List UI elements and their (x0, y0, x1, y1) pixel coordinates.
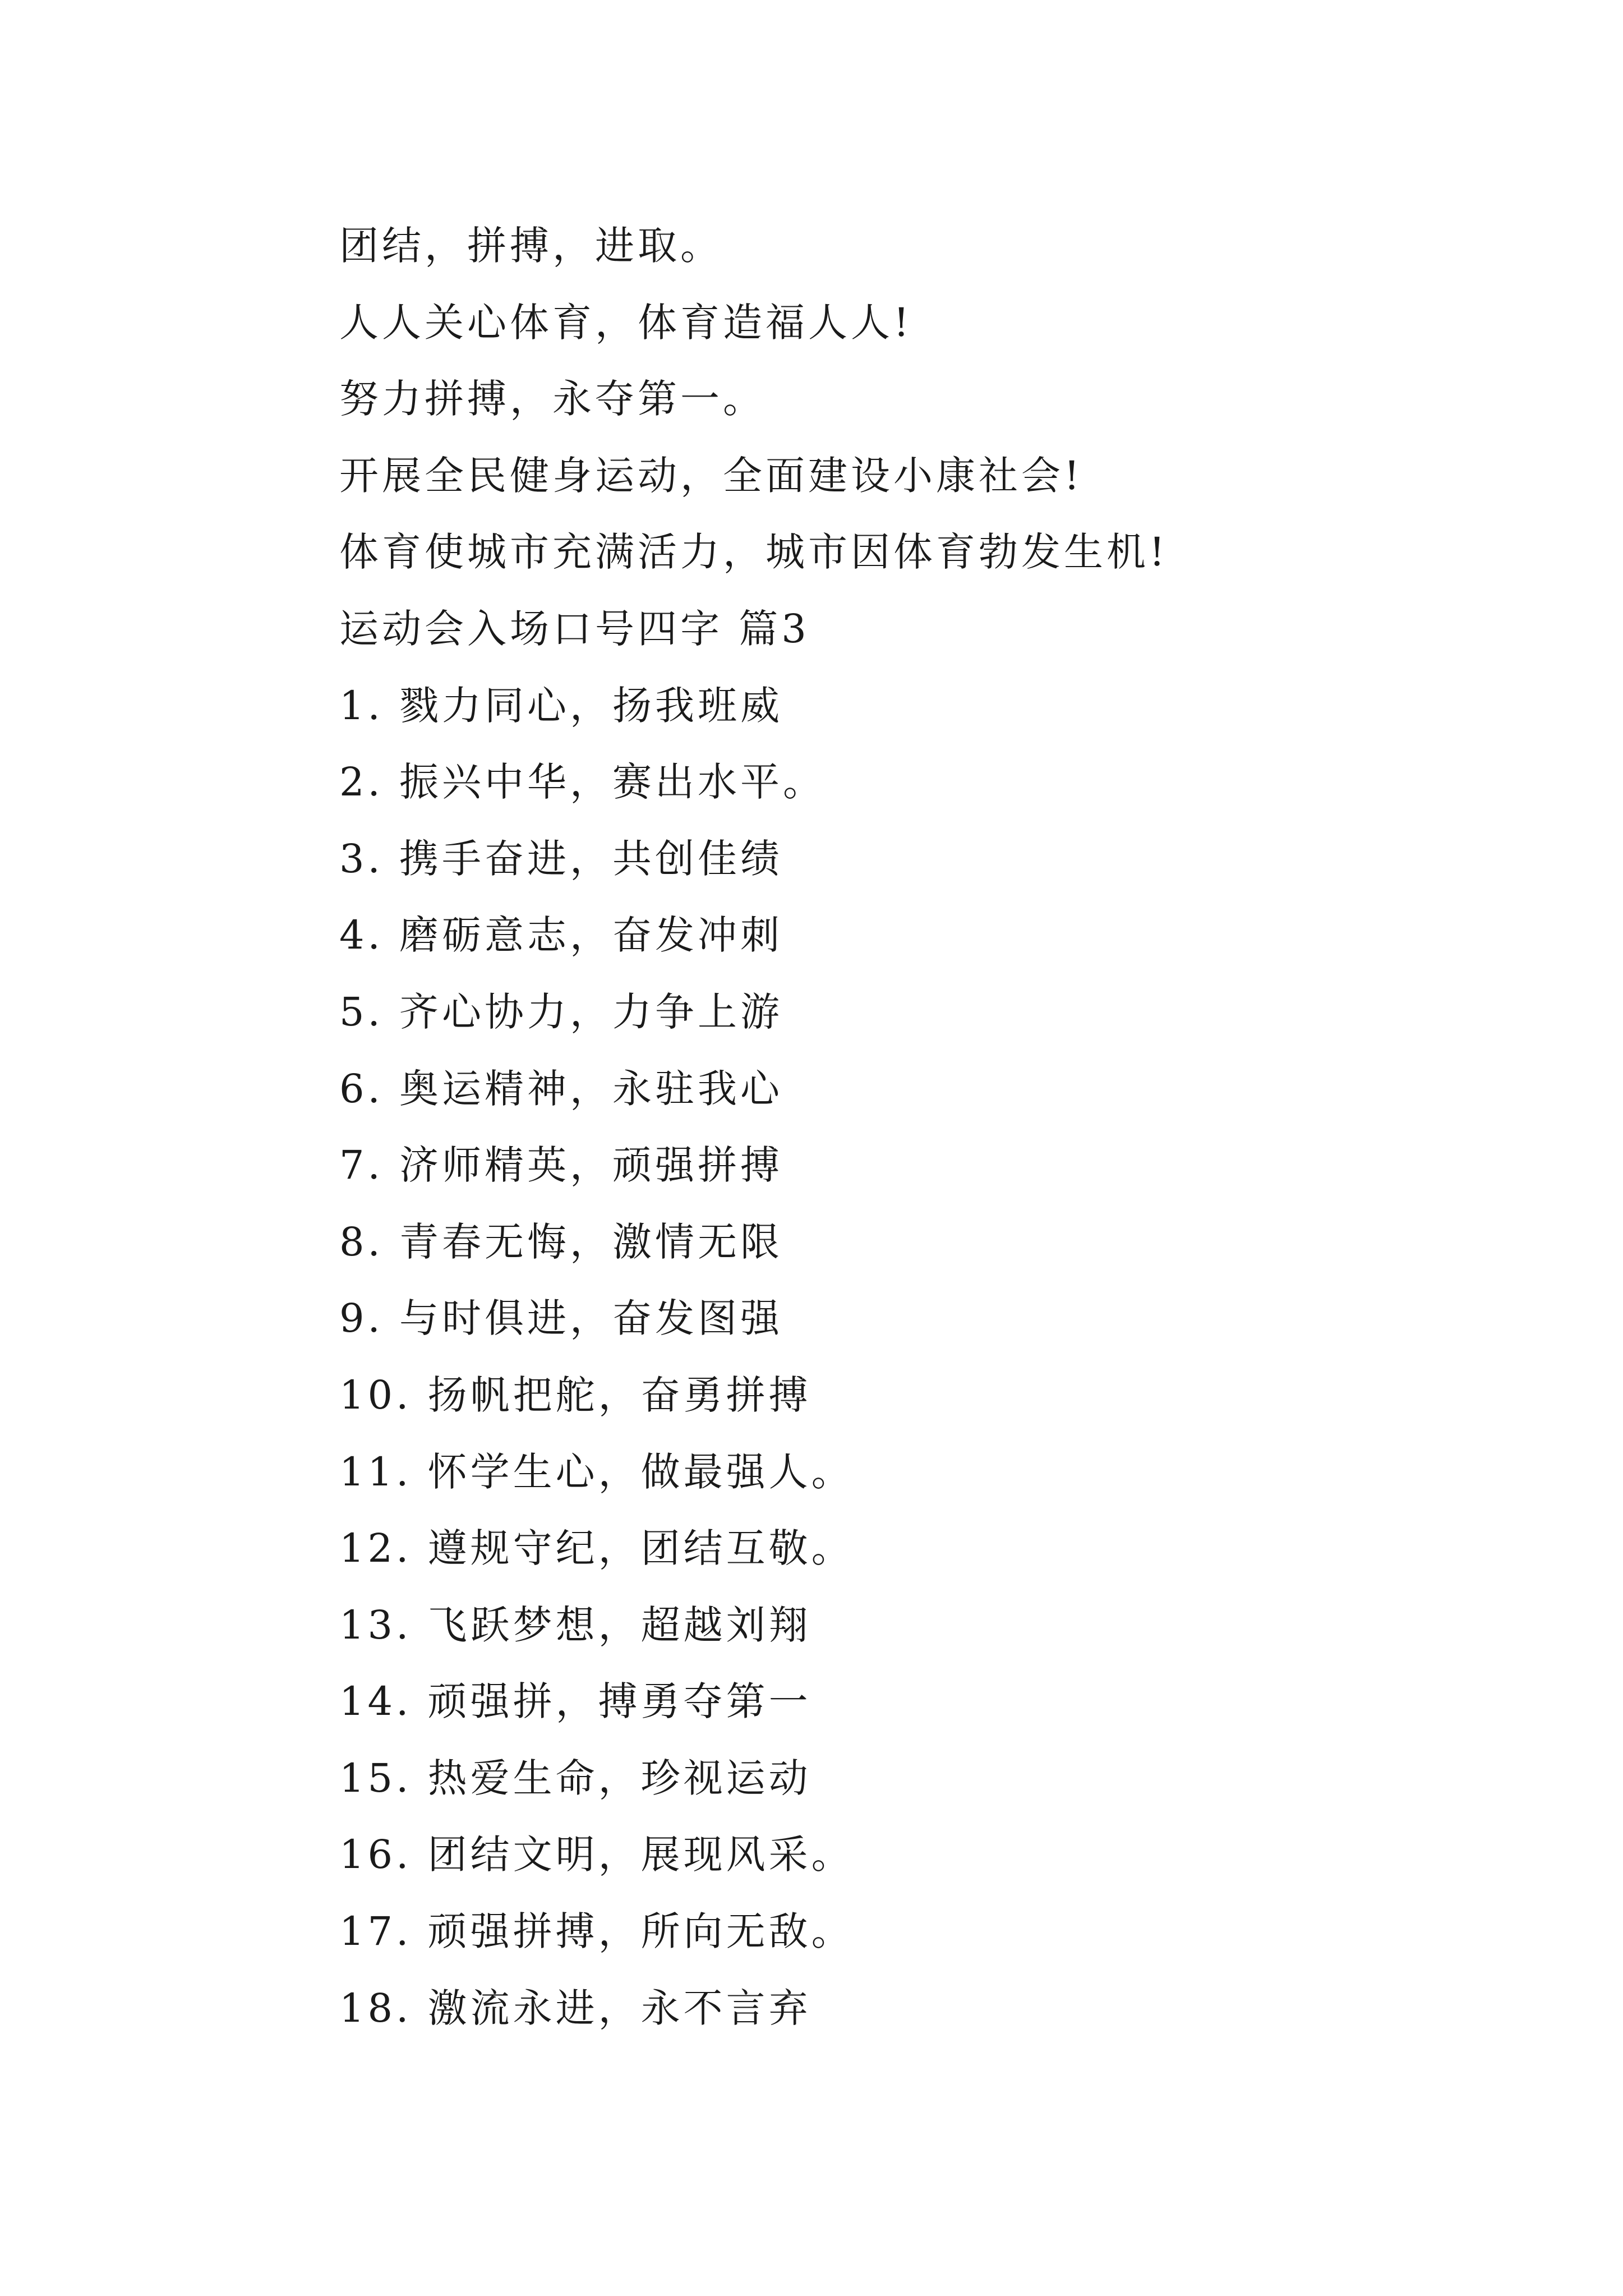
slogan-item: 14. 顽强拼，搏勇夺第一 (339, 1678, 811, 1725)
slogan-item: 7. 济师精英，顽强拼搏 (339, 1142, 783, 1189)
intro-line: 团结，拼搏，进取。 (339, 223, 723, 269)
slogan-item: 10. 扬帆把舵，奋勇拼搏 (339, 1372, 811, 1418)
intro-line: 人人关心体育，体育造福人人! (339, 299, 913, 346)
slogan-item: 12. 遵规守纪，团结互敬。 (339, 1525, 854, 1572)
slogan-item: 4. 磨砺意志，奋发冲刺 (339, 912, 783, 959)
intro-line: 努力拼搏，永夺第一。 (339, 376, 766, 422)
section-heading: 运动会入场口号四字 篇3 (339, 605, 810, 652)
slogan-item: 13. 飞跃梦想，超越刘翔 (339, 1602, 811, 1648)
slogan-item: 16. 团结文明，展现风采。 (339, 1832, 854, 1878)
intro-line: 开展全民健身运动，全面建设小康社会! (339, 452, 1083, 499)
intro-line: 体育使城市充满活力，城市因体育勃发生机! (339, 529, 1169, 576)
slogan-item: 6. 奥运精神，永驻我心 (339, 1065, 783, 1112)
slogan-item: 11. 怀学生心，做最强人。 (339, 1448, 854, 1495)
document-body (339, 208, 1461, 2046)
slogan-item: 17. 顽强拼搏，所向无敌。 (339, 1908, 854, 1955)
slogan-item: 8. 青春无悔，激情无限 (339, 1218, 783, 1265)
slogan-item: 9. 与时俱进，奋发图强 (339, 1295, 783, 1342)
slogan-item: 2. 振兴中华，赛出水平。 (339, 759, 826, 806)
slogan-item: 3. 携手奋进，共创佳绩 (339, 835, 783, 882)
slogan-item: 18. 激流永进，永不言弃 (339, 1985, 811, 2031)
slogan-item: 1. 戮力同心，扬我班威 (339, 682, 783, 729)
slogan-item: 5. 齐心协力，力争上游 (339, 988, 783, 1035)
slogan-item: 15. 热爱生命，珍视运动 (339, 1755, 811, 1801)
